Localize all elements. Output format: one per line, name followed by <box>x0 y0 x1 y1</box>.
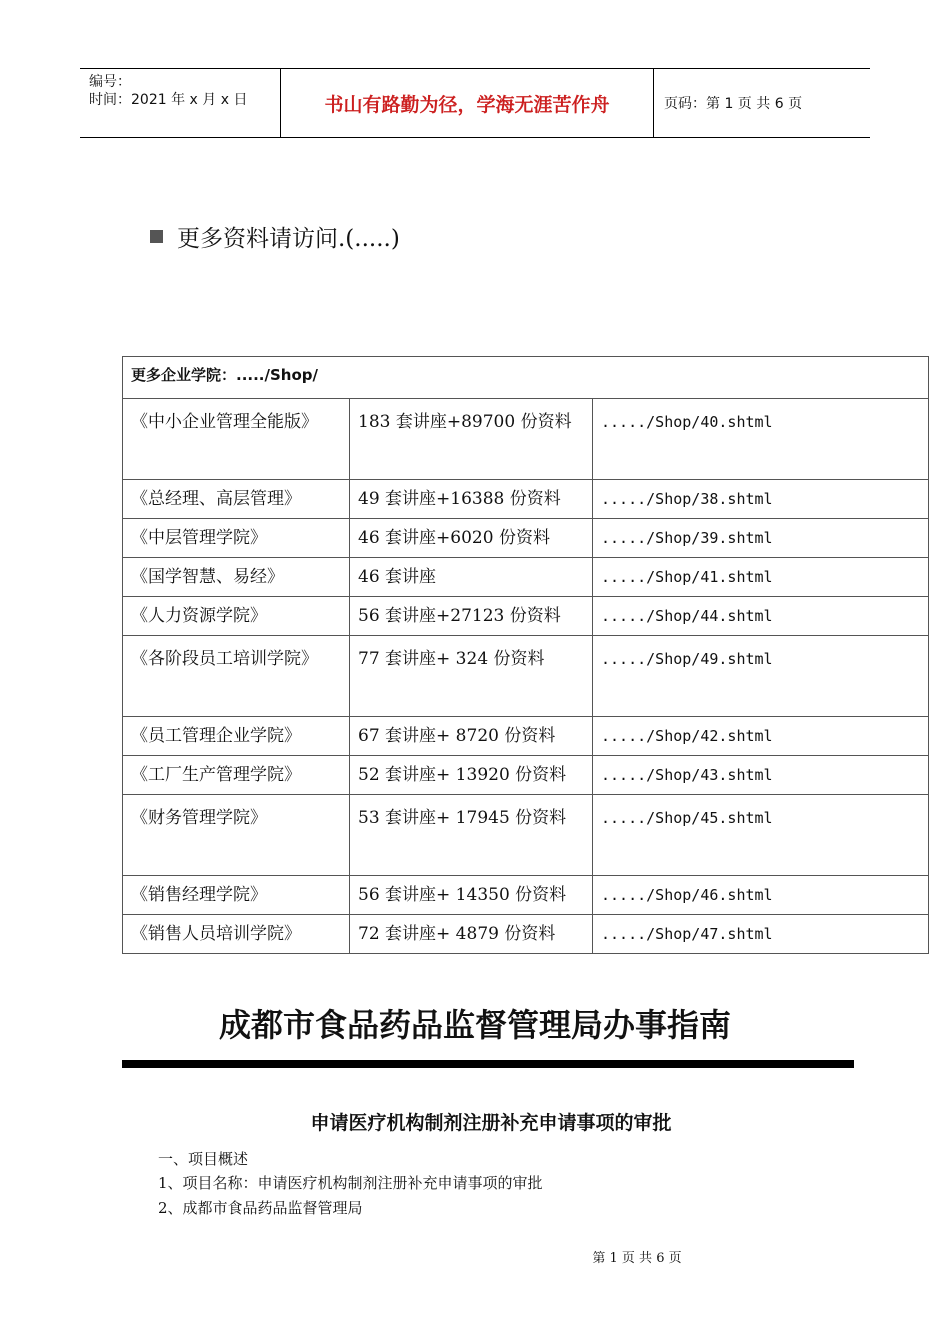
course-link-cell[interactable]: ...../Shop/47.shtml <box>593 915 929 954</box>
paragraph-overview: 一、项目概述 <box>158 1150 249 1168</box>
course-name-cell: 《国学智慧、易经》 <box>123 558 350 597</box>
course-link-cell[interactable]: ...../Shop/45.shtml <box>593 795 929 876</box>
course-name-cell: 《总经理、高层管理》 <box>123 480 350 519</box>
table-header: 更多企业学院：...../Shop/ <box>123 357 929 399</box>
table-row <box>123 756 929 795</box>
course-count-cell: 46 套讲座+6020 份资料 <box>350 519 593 558</box>
table-row <box>123 915 929 954</box>
course-count-cell: 49 套讲座+16388 份资料 <box>350 480 593 519</box>
course-name-cell: 《中小企业管理全能版》 <box>123 399 350 480</box>
page-title: 成都市食品药品监督管理局办事指南 <box>218 1006 731 1044</box>
course-count-cell: 72 套讲座+ 4879 份资料 <box>350 915 593 954</box>
square-bullet-icon <box>150 230 163 243</box>
course-count-cell: 183 套讲座+89700 份资料 <box>350 399 593 480</box>
course-link-cell[interactable]: ...../Shop/44.shtml <box>593 597 929 636</box>
visit-text[interactable]: 更多资料请访问.(.....) <box>177 226 400 252</box>
course-count-cell: 46 套讲座 <box>350 558 593 597</box>
table-row <box>123 636 929 717</box>
course-link-cell[interactable]: ...../Shop/49.shtml <box>593 636 929 717</box>
number-label: 编号： <box>89 74 131 90</box>
course-name-cell: 《财务管理学院》 <box>123 795 350 876</box>
course-name-cell: 《销售经理学院》 <box>123 876 350 915</box>
course-count-cell: 77 套讲座+ 324 份资料 <box>350 636 593 717</box>
course-link-cell[interactable]: ...../Shop/46.shtml <box>593 876 929 915</box>
course-name-cell: 《工厂生产管理学院》 <box>123 756 350 795</box>
course-count-cell: 53 套讲座+ 17945 份资料 <box>350 795 593 876</box>
table-row <box>123 399 929 480</box>
section-title: 申请医疗机构制剂注册补充申请事项的审批 <box>310 1112 672 1134</box>
course-count-cell: 56 套讲座+27123 份资料 <box>350 597 593 636</box>
course-name-cell: 《各阶段员工培训学院》 <box>123 636 350 717</box>
course-count-cell: 67 套讲座+ 8720 份资料 <box>350 717 593 756</box>
page-footer: 第 1 页 共 6 页 <box>592 1251 682 1266</box>
table-row <box>123 519 929 558</box>
course-link-cell[interactable]: ...../Shop/43.shtml <box>593 756 929 795</box>
course-link-cell[interactable]: ...../Shop/39.shtml <box>593 519 929 558</box>
paragraph-item-name: 1、项目名称：申请医疗机构制剂注册补充申请事项的审批 <box>158 1174 543 1192</box>
time-label: 时间：2021 年 x 月 x 日 <box>89 92 248 108</box>
course-count-cell: 52 套讲座+ 13920 份资料 <box>350 756 593 795</box>
course-name-cell: 《员工管理企业学院》 <box>123 717 350 756</box>
course-link-cell[interactable]: ...../Shop/40.shtml <box>593 399 929 480</box>
header-motto: 书山有路勤为径，学海无涯苦作舟 <box>281 69 654 137</box>
table-header-row <box>123 357 929 399</box>
resource-table <box>122 356 929 954</box>
course-link-cell[interactable]: ...../Shop/42.shtml <box>593 717 929 756</box>
header-page-code: 页码：第 1 页 共 6 页 <box>664 96 803 112</box>
course-name-cell: 《中层管理学院》 <box>123 519 350 558</box>
table-row <box>123 795 929 876</box>
table-row <box>123 558 929 597</box>
page-header <box>80 68 870 138</box>
course-name-cell: 《销售人员培训学院》 <box>123 915 350 954</box>
course-count-cell: 56 套讲座+ 14350 份资料 <box>350 876 593 915</box>
course-link-cell[interactable]: ...../Shop/41.shtml <box>593 558 929 597</box>
table-row <box>123 597 929 636</box>
table-row <box>123 717 929 756</box>
paragraph-agency: 2、成都市食品药品监督管理局 <box>158 1199 363 1217</box>
table-row <box>123 876 929 915</box>
course-link-cell[interactable]: ...../Shop/38.shtml <box>593 480 929 519</box>
title-divider <box>122 1060 854 1068</box>
header-meta <box>80 69 281 137</box>
course-name-cell: 《人力资源学院》 <box>123 597 350 636</box>
visit-line <box>150 220 400 253</box>
table-row <box>123 480 929 519</box>
